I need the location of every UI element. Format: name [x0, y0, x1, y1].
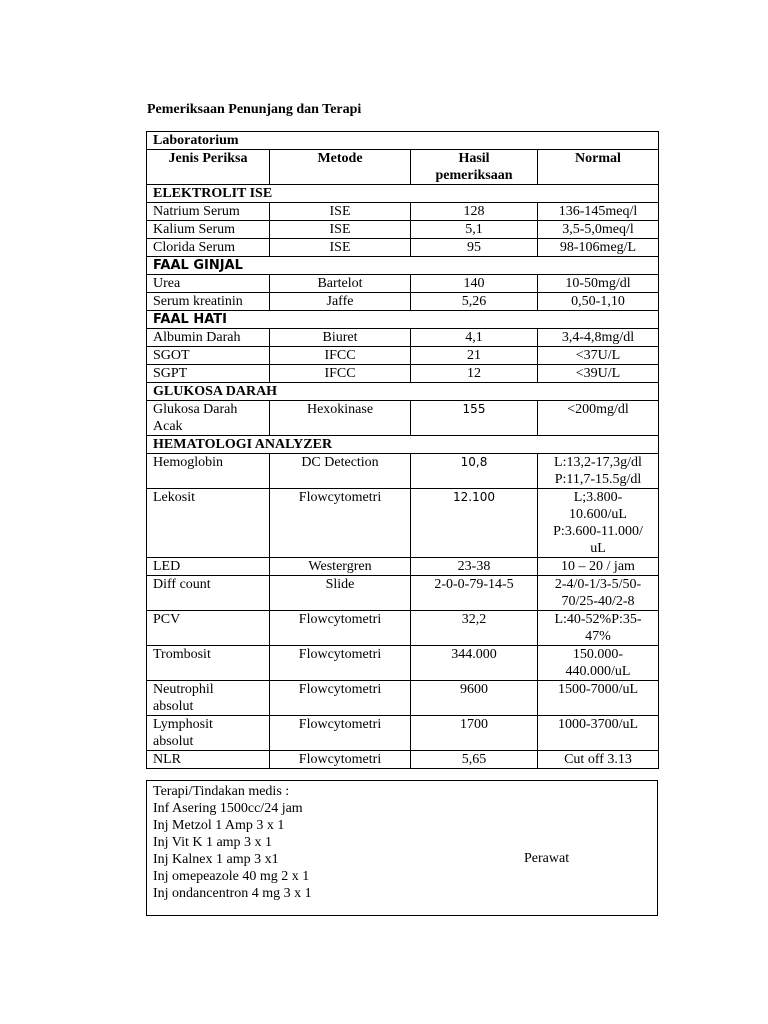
cell-name: PCV [147, 611, 270, 646]
table-row [147, 611, 659, 646]
cell-normal [538, 611, 659, 646]
cell-result: 344.000 [411, 646, 538, 681]
cell-method: Jaffe [270, 293, 411, 311]
table-row [147, 239, 659, 257]
cell-method: Flowcytometri [270, 716, 411, 751]
cell-method: DC Detection [270, 454, 411, 489]
cell-method: Flowcytometri [270, 751, 411, 769]
cell-name: SGPT [147, 365, 270, 383]
cell-normal-line: P:3.600-11.000/ [553, 524, 643, 539]
therapy-item: Inj ondancentron 4 mg 3 x 1 [153, 886, 312, 901]
cell-name: Albumin Darah [147, 329, 270, 347]
cell-name-line1: Glukosa Darah [153, 402, 238, 417]
cell-method: ISE [270, 203, 411, 221]
therapy-list [153, 783, 312, 902]
section-elektrolit: ELEKTROLIT ISE [147, 185, 659, 203]
therapy-item: Inj Kalnex 1 amp 3 x1 [153, 852, 279, 867]
cell-name: Lekosit [147, 489, 270, 558]
cell-result: 95 [411, 239, 538, 257]
cell-name-line2: absolut [153, 734, 194, 749]
cell-name: Trombosit [147, 646, 270, 681]
cell-normal: 1000-3700/uL [538, 716, 659, 751]
cell-normal-line: 10.600/uL [569, 507, 627, 522]
cell-name: Kalium Serum [147, 221, 270, 239]
therapy-item: Inj Metzol 1 Amp 3 x 1 [153, 818, 285, 833]
cell-name: Hemoglobin [147, 454, 270, 489]
section-row [147, 436, 659, 454]
cell-normal [538, 454, 659, 489]
table-row [147, 716, 659, 751]
cell-normal: <37U/L [538, 347, 659, 365]
table-row [147, 329, 659, 347]
section-ginjal: FAAL GINJAL [147, 257, 659, 275]
cell-normal [538, 576, 659, 611]
section-row [147, 185, 659, 203]
cell-normal [538, 489, 659, 558]
section-glukosa: GLUKOSA DARAH [147, 383, 659, 401]
cell-method: ISE [270, 221, 411, 239]
signature-label: Perawat [524, 851, 570, 866]
cell-result: 1700 [411, 716, 538, 751]
cell-method: Flowcytometri [270, 646, 411, 681]
cell-result: 23-38 [411, 558, 538, 576]
cell-method: Flowcytometri [270, 681, 411, 716]
table-row [147, 454, 659, 489]
header-normal: Normal [538, 150, 659, 185]
cell-name: Diff count [147, 576, 270, 611]
section-hati: FAAL HATI [147, 311, 659, 329]
table-row [147, 489, 659, 558]
cell-result: 12.100 [411, 489, 538, 558]
section-row [147, 383, 659, 401]
cell-normal: 0,50-1,10 [538, 293, 659, 311]
table-row [147, 646, 659, 681]
cell-method: IFCC [270, 347, 411, 365]
cell-normal-line: L;3.800- [573, 490, 623, 505]
cell-normal-line: P:11,7-15.5g/dl [554, 472, 642, 487]
cell-normal: 3,4-4,8mg/dl [538, 329, 659, 347]
cell-result: 128 [411, 203, 538, 221]
cell-name: Natrium Serum [147, 203, 270, 221]
table-row [147, 751, 659, 769]
cell-normal-line: 70/25-40/2-8 [561, 594, 635, 609]
lab-table [146, 131, 659, 769]
cell-method: Flowcytometri [270, 489, 411, 558]
cell-method: ISE [270, 239, 411, 257]
cell-name: Clorida Serum [147, 239, 270, 257]
cell-result: 2-0-0-79-14-5 [411, 576, 538, 611]
section-row [147, 311, 659, 329]
cell-name [147, 681, 270, 716]
cell-result: 9600 [411, 681, 538, 716]
cell-method: Biuret [270, 329, 411, 347]
table-row [147, 347, 659, 365]
lab-section-row [147, 132, 659, 150]
cell-normal-line: 150.000- [572, 647, 624, 662]
cell-normal-line: L:40-52%P:35- [554, 612, 642, 627]
header-hasil-line1: Hasil [458, 151, 490, 166]
header-row [147, 150, 659, 185]
cell-method: Slide [270, 576, 411, 611]
header-metode: Metode [270, 150, 411, 185]
cell-normal: 3,5-5,0meq/l [538, 221, 659, 239]
page-title: Pemeriksaan Penunjang dan Terapi [147, 102, 362, 117]
cell-result: 4,1 [411, 329, 538, 347]
cell-name-line1: Lymphosit [153, 717, 213, 732]
cell-normal: 10 – 20 / jam [538, 558, 659, 576]
therapy-item: Inf Asering 1500cc/24 jam [153, 801, 303, 816]
cell-method: IFCC [270, 365, 411, 383]
cell-name: LED [147, 558, 270, 576]
cell-name: Serum kreatinin [147, 293, 270, 311]
cell-name-line2: Acak [153, 419, 183, 434]
cell-name: NLR [147, 751, 270, 769]
cell-normal: 136-145meq/l [538, 203, 659, 221]
cell-name [147, 401, 270, 436]
table-row [147, 576, 659, 611]
header-hasil-line2: pemeriksaan [435, 168, 513, 183]
table-row [147, 558, 659, 576]
cell-result: 155 [411, 401, 538, 436]
cell-normal [538, 646, 659, 681]
cell-result: 140 [411, 275, 538, 293]
cell-method: Flowcytometri [270, 611, 411, 646]
cell-result: 5,1 [411, 221, 538, 239]
cell-name: Urea [147, 275, 270, 293]
cell-method: Westergren [270, 558, 411, 576]
header-jenis: Jenis Periksa [147, 150, 270, 185]
cell-normal: 98-106meg/L [538, 239, 659, 257]
section-hematologi: HEMATOLOGI ANALYZER [147, 436, 659, 454]
table-row [147, 401, 659, 436]
section-row [147, 257, 659, 275]
table-row [147, 221, 659, 239]
cell-method: Hexokinase [270, 401, 411, 436]
therapy-item: Inj Vit K 1 amp 3 x 1 [153, 835, 273, 850]
cell-result: 12 [411, 365, 538, 383]
cell-result: 5,65 [411, 751, 538, 769]
cell-normal: <200mg/dl [538, 401, 659, 436]
cell-normal: 10-50mg/dl [538, 275, 659, 293]
table-row [147, 275, 659, 293]
cell-result: 10,8 [411, 454, 538, 489]
cell-normal: Cut off 3.13 [538, 751, 659, 769]
cell-name-line1: Neutrophil [153, 682, 214, 697]
lab-section-label: Laboratorium [147, 132, 659, 150]
cell-normal-line: L:13,2-17,3g/dl [554, 455, 642, 470]
cell-method: Bartelot [270, 275, 411, 293]
cell-normal-line: 47% [585, 629, 611, 644]
header-hasil [411, 150, 538, 185]
table-row [147, 293, 659, 311]
therapy-heading: Terapi/Tindakan medis : [153, 784, 290, 799]
cell-normal-line: 440.000/uL [565, 664, 631, 679]
table-row [147, 681, 659, 716]
cell-normal: 1500-7000/uL [538, 681, 659, 716]
table-row [147, 365, 659, 383]
cell-normal-line: uL [590, 541, 606, 556]
therapy-box [146, 780, 658, 916]
cell-name-line2: absolut [153, 699, 194, 714]
cell-name: SGOT [147, 347, 270, 365]
cell-result: 32,2 [411, 611, 538, 646]
cell-result: 5,26 [411, 293, 538, 311]
cell-result: 21 [411, 347, 538, 365]
table-row [147, 203, 659, 221]
therapy-item: Inj omepeazole 40 mg 2 x 1 [153, 869, 310, 884]
cell-normal: <39U/L [538, 365, 659, 383]
cell-name [147, 716, 270, 751]
cell-normal-line: 2-4/0-1/3-5/50- [554, 577, 642, 592]
